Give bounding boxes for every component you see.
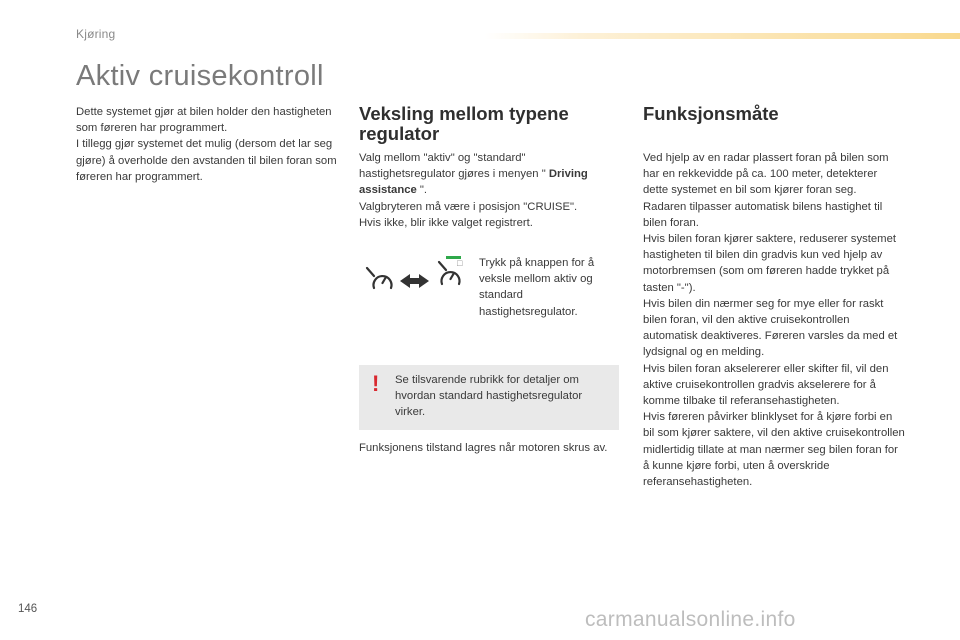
operation-paragraph: Hvis bilen foran akselererer eller skifter fil, vil den aktive cruisekontrollen gradvis akselerere for å komme tilbake til referansehastigheten.	[643, 362, 889, 408]
intro-text	[76, 104, 338, 185]
operation-paragraph: Hvis bilen din nærmer seg for mye eller for raskt bilen foran, vil den aktive cruisekontrollen automatisk deaktiveres. Føreren varsles da med et lydsignal og en melding.	[643, 297, 898, 359]
page-title: Aktiv cruisekontroll	[76, 60, 324, 92]
switching-text	[359, 150, 621, 231]
switching-paragraph: Hvis ikke, blir ikke valget registrert.	[359, 216, 533, 229]
warning-text: Se tilsvarende rubrikk for detaljer om hvordan standard hastighetsregulator virker.	[395, 374, 583, 419]
intro-paragraph: I tillegg gjør systemet det mulig (dersom det lar seg gjøre) å overholde den avstanden til bilen foran som føreren har programmert.	[76, 138, 337, 183]
header-bar	[485, 33, 960, 39]
menu-text-end: ".	[416, 184, 428, 197]
switching-heading: Veksling mellom typene regulator	[359, 103, 569, 144]
bullet-note	[457, 255, 623, 320]
menu-text: Valg mellom "aktiv" og "standard" hastighetsregulator gjøres i menyen "	[359, 152, 549, 181]
menu-name: Driving assistance	[359, 168, 588, 197]
operation-heading: Funksjonsmåte	[643, 103, 779, 124]
operation-text	[643, 150, 905, 490]
switching-paragraph	[359, 150, 621, 199]
operation-paragraph: Hvis bilen foran kjører saktere, reduserer systemet hastigheten til bilen din gradvis kun ved hjelp av motorbremsen (som om føreren hadde trykket på tasten "-").	[643, 233, 897, 294]
operation-paragraph: Radaren tilpasser automatisk bilens hastighet til bilen foran.	[643, 200, 883, 229]
bullet-text: Trykk på knappen for å veksle mellom aktiv og standard hastighetsregulator.	[479, 257, 595, 318]
watermark: carmanualsonline.info	[585, 608, 796, 631]
section-label: Kjøring	[76, 27, 116, 41]
operation-paragraph: Hvis føreren påvirker blinklyset for å kjøre forbi en bil som kjører saktere, vil den aktive cruisekontrollen midlertidig tillate at man nærmer seg bilen foran for å kunne kjøre forbi, uten å overskride referansehastigheten.	[643, 411, 905, 489]
page-number: 146	[18, 603, 38, 615]
operation-paragraph: Ved hjelp av en radar plassert foran på bilen som har en rekkevidde på ca. 100 meter, detekterer dette systemet en bil som kjører foran seg.	[643, 152, 889, 197]
state-note: Funksjonens tilstand lagres når motoren skrus av.	[359, 442, 608, 454]
intro-paragraph: Dette systemet gjør at bilen holder den hastigheten som føreren har programmert.	[76, 106, 332, 135]
square-bullet-icon: □	[457, 258, 463, 268]
switching-paragraph: Valgbryteren må være i posisjon "CRUISE".	[359, 200, 578, 213]
exclamation-icon: !	[372, 371, 380, 396]
